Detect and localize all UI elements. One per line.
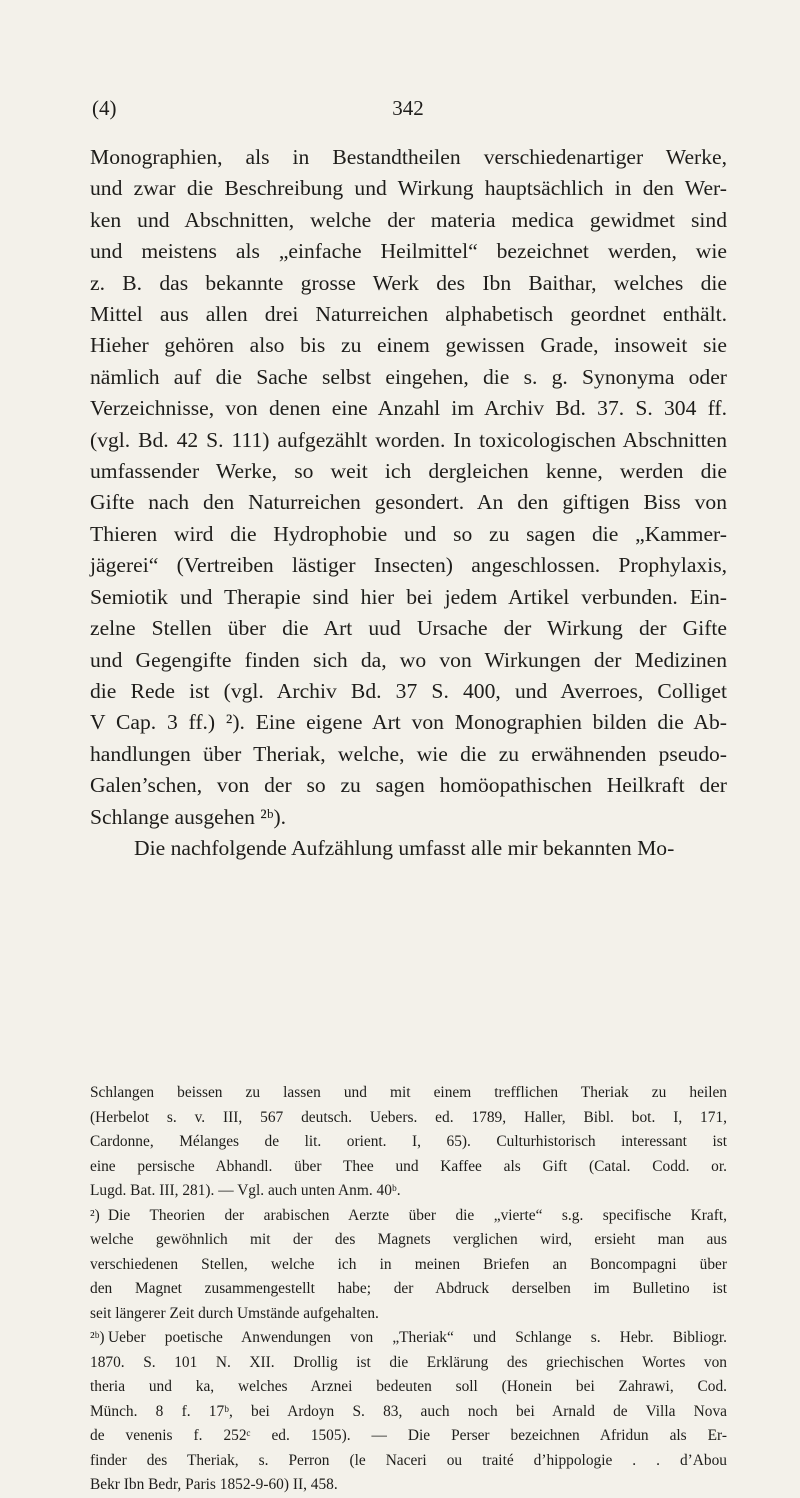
footnote-line: (Herbelot s. v. III, 567 deutsch. Uebers. ed. 1789, Haller, Bibl. bot. I, 171, [90,1108,727,1126]
footnote-line [90,1204,727,1229]
text-line: nämlich auf die Sache selbst eingehen, die s. g. Synonyma oder [90,364,727,389]
footnote-line: welche gewöhnlich mit der des Magnets verglichen wird, ersieht man aus [90,1231,727,1248]
text-line: (vgl. Bd. 42 S. 111) aufgezählt worden. In toxicologischen Abschnitten [90,427,727,452]
text-line: zelne Stellen über die Art uud Ursache der Wirkung der Gifte [90,616,727,641]
text-line: Die nachfolgende Aufzählung umfasst alle mir bekannten Mo- [134,835,675,860]
footnote-line: seit längerer Zeit durch Umstände aufgehalten. [90,1304,379,1322]
footnote-line: 1870. S. 101 N. XII. Drollig ist die Erklärung des griechischen Wortes von [90,1353,727,1371]
text-line: Mittel aus allen drei Naturreichen alphabetisch geordnet enthält. [90,302,727,327]
footnote-line: Bekr Ibn Bedr, Paris 1852-9-60) II, 458. [90,1476,338,1493]
text-line: Gifte nach den Naturreichen gesondert. An den giftigen Biss von [90,490,727,515]
footnote-line: theria und ka, welches Arznei bedeuten soll (Honein bei Zahrawi, Cod. [90,1378,727,1395]
text-line: handlungen über Theriak, welche, wie die zu erwähnenden pseudo- [90,741,727,766]
footnote-line: Cardonne, Mélanges de lit. orient. I, 65). Culturhistorisch interessant ist [90,1133,727,1150]
footnote-text: Ueber poetische Anwendungen von „Theriak“ und Schlange s. Hebr. Bibliogr. [108,1329,727,1346]
page-number: 342 [392,96,424,120]
text-line: umfassender Werke, so weit ich dergleichen kenne, werden die [90,459,727,484]
footnote-line: eine persische Abhandl. über Thee und Kaffee als Gift (Catal. Codd. or. [90,1157,727,1175]
text-line: Semiotik und Therapie sind hier bei jedem Artikel verbunden. Ein- [90,584,727,609]
footnote-line [90,1326,727,1351]
footnote-text: Die Theorien der arabischen Aerzte über die „vierte“ s.g. specifische Kraft, [108,1206,727,1224]
text-line: Schlange ausgehen ²ᵇ). [90,804,287,829]
text-line: Thieren wird die Hydrophobie und so zu sagen die „Kammer- [90,521,727,546]
footnote-line: verschiedenen Stellen, welche ich in meinen Briefen an Boncompagni über [90,1255,727,1273]
footnotes [90,1081,727,1498]
footnote-line: Lugd. Bat. III, 281). — Vgl. auch unten Anm. 40ᵇ. [90,1182,401,1199]
text-line: die Rede ist (vgl. Archiv Bd. 37 S. 400, und Averroes, Colliget [90,678,727,703]
text-line: und meistens als „einfache Heilmittel“ bezeichnet werden, wie [90,239,727,264]
text-line: jägerei“ (Vertreiben lästiger Insecten) angeschlossen. Prophylaxis, [90,553,727,578]
footnote-line: finder des Theriak, s. Perron (le Naceri ou traité d’hippologie . . d’Abou [90,1451,727,1469]
text-line: z. B. das bekannte grosse Werk des Ibn Baithar, welches die [90,270,727,295]
page-ref: (4) [92,96,117,120]
text-line: und zwar die Beschreibung und Wirkung hauptsächlich in den Wer- [90,176,727,201]
text-line: Galen’schen, von der so zu sagen homöopathischen Heilkraft der [90,773,727,798]
text-line: ken und Abschnitten, welche der materia medica gewidmet sind [90,207,727,232]
text-line: und Gegengifte finden sich da, wo von Wirkungen der Medizinen [90,647,727,672]
footnote-line: de venenis f. 252ᶜ ed. 1505). — Die Perser bezeichnen Afridun als Er- [90,1427,727,1444]
footnote-marker: ²) [90,1206,100,1224]
main-text [90,142,727,864]
footnote-marker: ²ᵇ) [90,1329,105,1346]
footnote-line: den Magnet zusammengestellt habe; der Abdruck derselben im Bulletino ist [90,1280,727,1297]
footnote-line: Münch. 8 f. 17ᵇ, bei Ardoyn S. 83, auch noch bei Arnald de Villa Nova [90,1402,727,1420]
text-line: Monographien, als in Bestandtheilen verschiedenartiger Werke, [90,145,727,169]
footnote-line: Schlangen beissen zu lassen und mit einem trefflichen Theriak zu heilen [90,1084,727,1101]
text-line: Hieher gehören also bis zu einem gewissen Grade, insoweit sie [90,333,727,358]
text-line: V Cap. 3 ff.) ²). Eine eigene Art von Monographien bilden die Ab- [90,710,727,735]
text-line: Verzeichnisse, von denen eine Anzahl im Archiv Bd. 37. S. 304 ff. [90,396,727,421]
page-header [92,96,724,126]
